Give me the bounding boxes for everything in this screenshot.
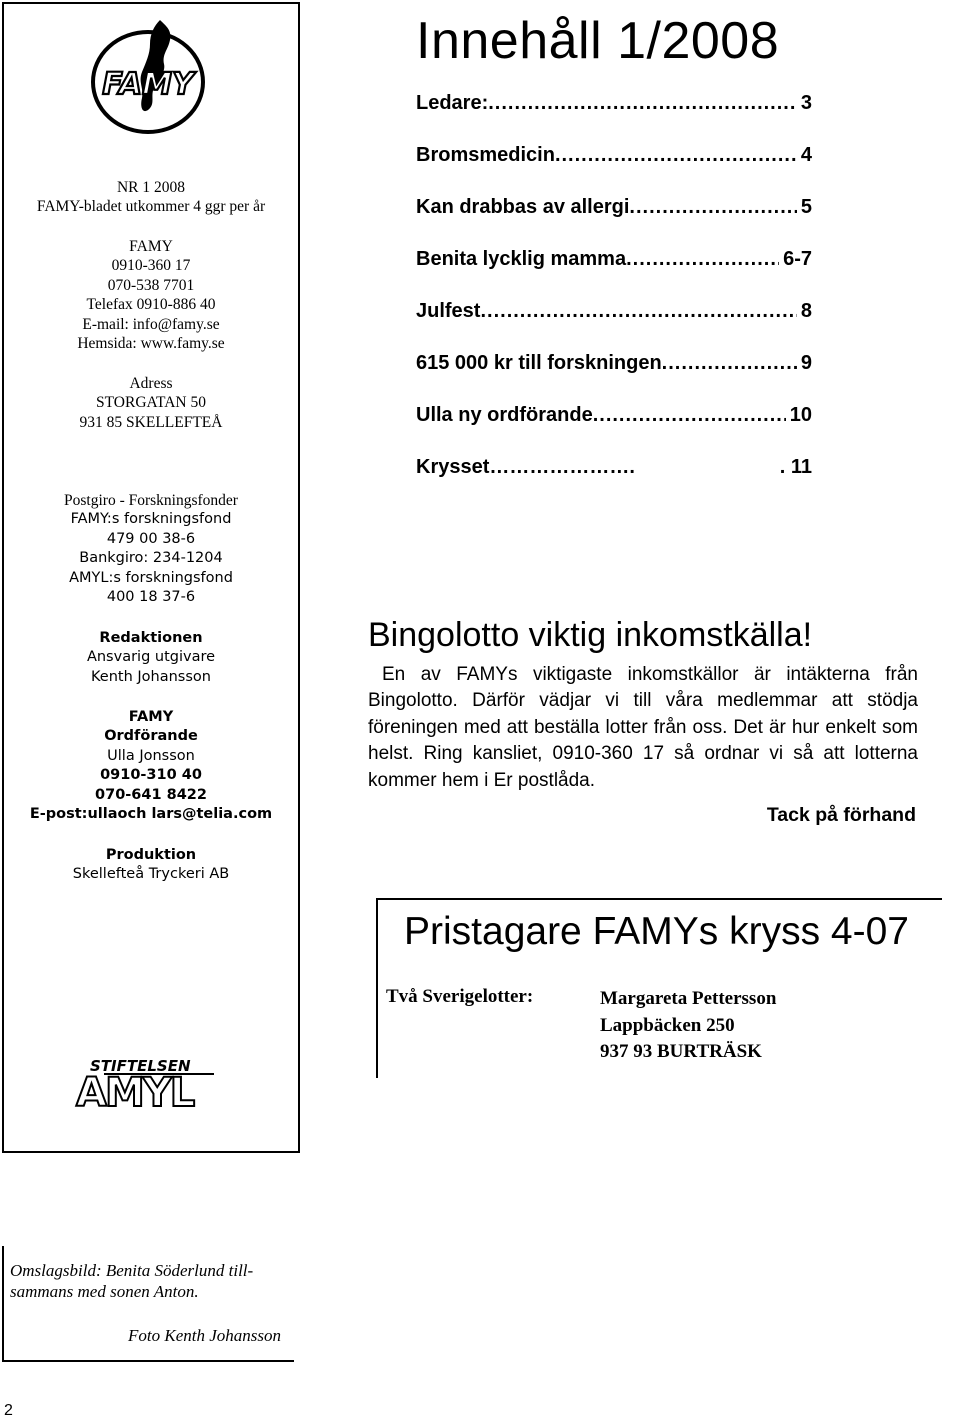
toc-item[interactable]: 615 000 kr till forskningen ..... 9 xyxy=(416,352,812,404)
toc-item[interactable]: Benita lycklig mamma ..... 6-7 xyxy=(416,248,812,300)
stiftelsen-amyl-logo xyxy=(74,1054,234,1114)
address-line: STORGATAN 50 xyxy=(96,394,206,412)
winner-street: Lappbäcken 250 xyxy=(600,1014,735,1036)
cover-caption-box xyxy=(2,1246,294,1362)
toc-item[interactable]: Kan drabbas av allergi ..... 5 xyxy=(416,196,812,248)
chair-phone: 0910-310 40 xyxy=(100,767,202,784)
chair-label: Ordförande xyxy=(104,728,198,745)
contact-line: 070-538 7701 xyxy=(107,276,195,294)
page-number: 2 xyxy=(4,1402,13,1419)
prize-label: Två Sverigelotter: xyxy=(386,986,534,1007)
amyl-logo-text-main: AMYL xyxy=(76,1070,194,1114)
chair-phone: 070-641 8422 xyxy=(95,786,207,803)
fund-line: 400 18 37-6 xyxy=(106,589,196,606)
cover-caption-line: Omslagsbild: Benita Söderlund till- xyxy=(10,1261,254,1280)
winner-name: Margareta Pettersson xyxy=(600,988,777,1009)
contact-website: Hemsida: www.famy.se xyxy=(77,335,225,353)
contact-line: 0910-360 17 xyxy=(111,257,191,275)
cover-caption xyxy=(10,1260,253,1302)
bingolotto-article xyxy=(368,612,918,827)
table-of-contents xyxy=(416,92,812,508)
editorial-label: Redaktionen xyxy=(99,630,203,646)
photo-credit: Foto Kenth Johansson xyxy=(128,1326,281,1345)
masthead-sidebar xyxy=(2,2,300,1153)
chair-name: Ulla Jonsson xyxy=(107,747,195,764)
winner-city: 937 93 BURTRÄSK xyxy=(600,1041,762,1062)
prize-heading: Pristagare FAMYs kryss 4-07 xyxy=(404,910,909,953)
contact-line: FAMY xyxy=(129,238,173,255)
famy-label: FAMY xyxy=(128,709,174,725)
cover-caption-line: sammans med sonen Anton. xyxy=(10,1282,199,1301)
fund-line: Bankgiro: 234-1204 xyxy=(79,550,223,567)
winner-address xyxy=(600,986,776,1066)
article-signoff: Tack på förhand xyxy=(766,804,916,827)
frequency-note: FAMY-bladet utkommer 4 ggr per år xyxy=(36,198,266,216)
production-name: Skellefteå Tryckeri AB xyxy=(72,866,230,883)
toc-title: Innehåll 1/2008 xyxy=(416,12,780,70)
contact-line: Telefax 0910-886 40 xyxy=(86,296,216,314)
chair-email: E-post:ullaoch lars@telia.com xyxy=(29,806,273,823)
toc-item[interactable]: Ledare: ..... 3 xyxy=(416,92,812,144)
prize-winners-box xyxy=(376,898,942,1078)
toc-item[interactable]: Ulla ny ordförande ..... 10 xyxy=(416,404,812,456)
address-line: 931 85 SKELLEFTEÅ xyxy=(79,413,223,431)
fund-line: AMYL:s forskningsfond xyxy=(69,569,233,586)
editorial-line: Kenth Johansson xyxy=(91,668,211,685)
fund-line: FAMY:s forskningsfond xyxy=(70,511,232,528)
issue-number: NR 1 2008 xyxy=(116,179,186,196)
postgiro-label: Postgiro - Forskningsfonder xyxy=(64,492,238,509)
amyl-logo-text-top: STIFTELSEN xyxy=(90,1057,191,1075)
famy-logo-text: FAMY xyxy=(102,67,194,102)
toc-item[interactable]: Bromsmedicin ..... 4 xyxy=(416,144,812,196)
toc-item[interactable]: Krysset…………………. . 11 xyxy=(416,456,812,478)
fund-line: 479 00 38-6 xyxy=(106,530,196,547)
article-body: En av FAMYs viktigaste inkomstkällor är intäkterna från Bingolotto. Därför vädjar vi till våra medlemmar att stödja föreningen med att beställa lotter från oss. Det är hur enkelt som helst. Ring kansliet, 0910-360 17 så ordnar vi så att lotterna kommer hem i Er postlåda. xyxy=(368,664,918,791)
contact-email: E-mail: info@famy.se xyxy=(82,315,220,333)
production-label: Produktion xyxy=(105,847,197,863)
famy-logo xyxy=(88,10,208,140)
editorial-line: Ansvarig utgivare xyxy=(86,649,216,666)
article-heading: Bingolotto viktig inkomstkälla! xyxy=(368,616,813,654)
address-label: Adress xyxy=(129,375,173,392)
toc-item[interactable]: Julfest ..... 8 xyxy=(416,300,812,352)
